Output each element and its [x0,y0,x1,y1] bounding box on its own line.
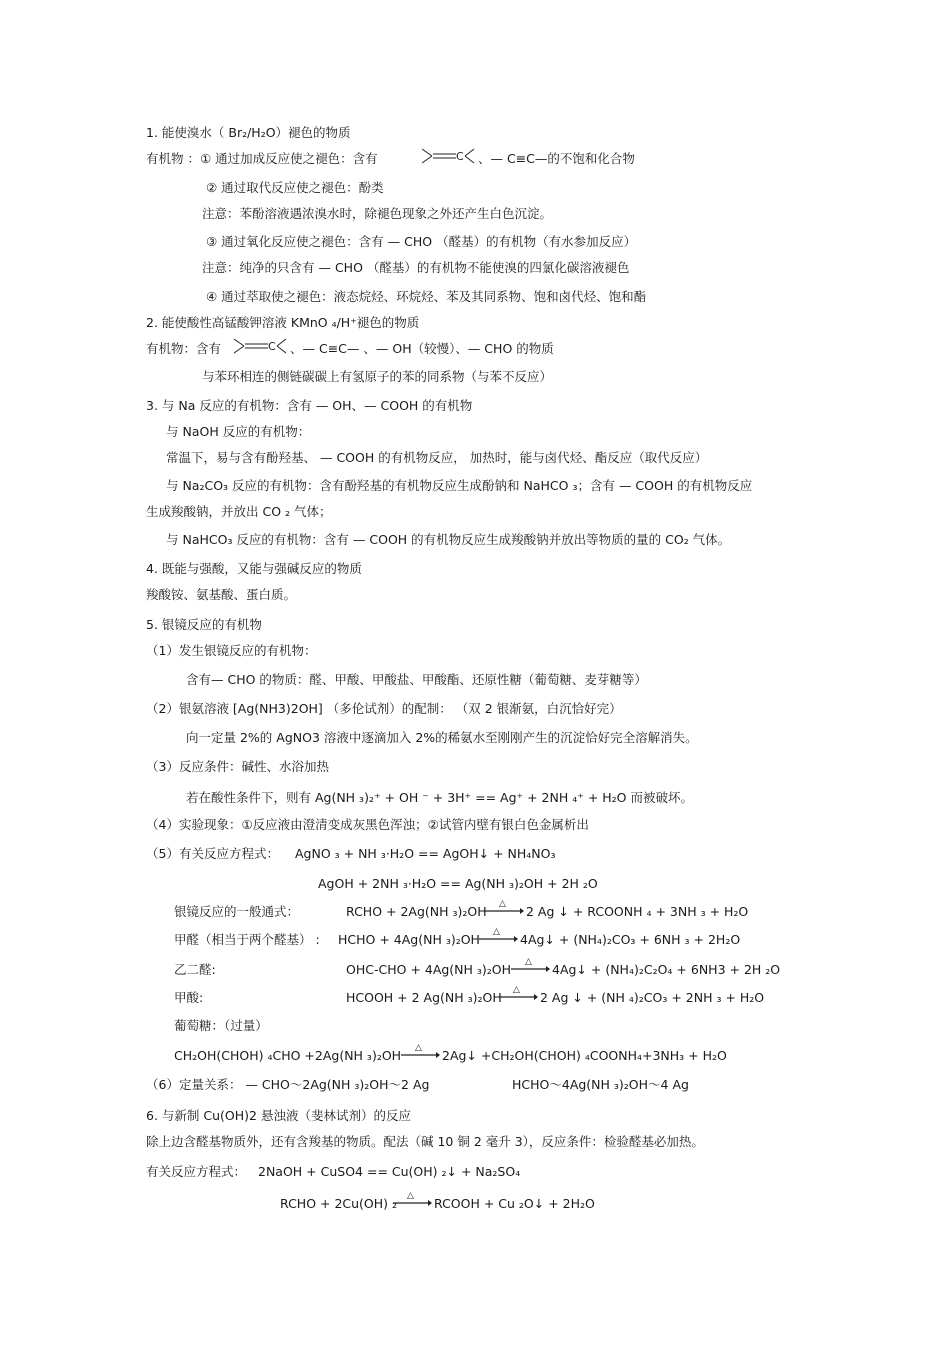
s5-item-1: （1）发生银镜反应的有机物： [146,643,317,658]
s5-glucose-left: CH₂OH(CHOH) ₄CHO +2Ag(NH ₃)₂OH [174,1048,402,1063]
s5-equation-2: AgOH + 2NH ₃·H₂O == Ag(NH ₃)₂OH + 2H ₂O [318,876,598,891]
heat-arrow-icon [498,984,538,998]
section-6-title: 6. 与新制 Cu(OH)2 悬浊液（斐林试剂）的反应 [146,1108,411,1123]
alkene-structure-icon-2 [232,336,288,356]
s1-note-1: 注意：苯酚溶液遇浓溴水时，除褪色现象之外还产生白色沉淀。 [202,206,553,221]
s5-item-5: （5）有关反应方程式： [146,846,279,861]
s5-equation-1: AgNO ₃ + NH ₃·H₂O == AgOH↓ + NH₄NO₃ [295,846,556,861]
svg-text:C: C [268,340,276,353]
heat-arrow-icon [392,1190,432,1204]
s1-item-4: ④ 通过萃取使之褪色：液态烷烃、环烷烃、苯及其同系物、饱和卤代烃、饱和酯 [206,289,647,304]
heat-arrow-icon [510,956,550,970]
s3-naoh: 与 NaOH 反应的有机物： [166,424,311,439]
s4-body: 羧酸铵、氨基酸、蛋白质。 [146,587,297,602]
svg-text:C: C [456,150,464,163]
s6-equation-1: 2NaOH + CuSO4 == Cu(OH) ₂↓ + Na₂SO₄ [258,1164,521,1179]
s5-hcho-label: 甲醛（相当于两个醛基） : [174,932,320,947]
s5-general-left: RCHO + 2Ag(NH ₃)₂OH [346,904,487,919]
s5-item-6a: （6）定量关系： — CHO～2Ag(NH ₃)₂OH～2 Ag [146,1077,430,1092]
heat-symbol: △ [415,1043,422,1053]
s5-item-4: （4）实验现象：①反应液由澄清变成灰黑色浑浊；②试管内壁有银白色金属析出 [146,817,589,832]
s5-item-2: （2）银氨溶液 [Ag(NH3)2OH] （多伦试剂）的配制： （双 2 银渐氨，白沉恰好完） [146,701,622,716]
s6-body: 除上边含醛基物质外，还有含羧基的物质。配法（碱 10 铜 2 毫升 3），反应条件：检验醛基必加热。 [146,1134,704,1149]
heat-symbol: △ [407,1191,414,1201]
s6-equation-2-left: RCHO + 2Cu(OH) ₂ [280,1196,398,1211]
s5-item-3b: 若在酸性条件下，则有 Ag(NH ₃)₂⁺ + OH ⁻ + 3H⁺ == Ag⁺ + 2NH ₄⁺ + H₂O 而被破坏。 [186,790,693,805]
s5-hcho-right: 4Ag↓ + (NH₄)₂CO₃ + 6NH ₃ + 2H₂O [520,932,741,947]
alkene-structure-icon [420,146,476,166]
section-2-title: 2. 能使酸性高锰酸钾溶液 KMnO ₄/H⁺褪色的物质 [146,315,420,330]
s5-glucose-right: 2Ag↓ +CH₂OH(CHOH) ₄COONH₄+3NH₃ + H₂O [442,1048,727,1063]
s6-equation-label: 有关反应方程式： [146,1164,247,1179]
s5-hcho-left: HCHO + 4Ag(NH ₃)₂OH [338,932,480,947]
s5-item-6b: HCHO～4Ag(NH ₃)₂OH～4 Ag [512,1077,689,1092]
s1-note-2: 注意：纯净的只含有 — CHO （醛基）的有机物不能使溴的四氯化碳溶液褪色 [202,260,630,275]
s5-general-right: 2 Ag ↓ + RCOONH ₄ + 3NH ₃ + H₂O [526,904,749,919]
s1-item-2: ② 通过取代反应使之褪色：酚类 [206,180,384,195]
s1-item-3: ③ 通过氧化反应使之褪色：含有 — CHO （醛基）的有机物（有水参加反应） [206,234,637,249]
section-5-title: 5. 银镜反应的有机物 [146,617,262,632]
s5-glucose-label: 葡萄糖：（过量） [174,1018,268,1033]
s5-item-1b: 含有— CHO 的物质：醛、甲酸、甲酸盐、甲酸酯、还原性糖（葡萄糖、麦芽糖等） [186,672,647,687]
heat-symbol: △ [499,899,506,909]
s3-na2co3: 与 Na₂CO₃ 反应的有机物：含有酚羟基的有机物反应生成酚钠和 NaHCO ₃；含有 — COOH 的有机物反应 [166,478,753,493]
section-1-title: 1. 能使溴水（ Br₂/H₂O）褪色的物质 [146,125,351,140]
heat-symbol: △ [525,957,532,967]
heat-symbol: △ [513,985,520,995]
s5-general-label: 银镜反应的一般通式： [174,904,300,919]
s2-line-2: 与苯环相连的侧链碳碳上有氢原子的苯的同系物（与苯不反应） [202,369,553,384]
heat-arrow-icon [478,926,518,940]
s6-equation-2-right: RCOOH + Cu ₂O↓ + 2H₂O [434,1196,595,1211]
s5-glyoxal-right: 4Ag↓ + (NH₄)₂C₂O₄ + 6NH3 + 2H ₂O [552,962,781,977]
s3-na2co3-cont: 生成羧酸钠，并放出 CO ₂ 气体； [146,504,332,519]
s5-glyoxal-left: OHC-CHO + 4Ag(NH ₃)₂OH [346,962,512,977]
heat-arrow-icon [484,898,524,912]
s3-normal-temp: 常温下，易与含有酚羟基、 — COOH 的有机物反应， 加热时，能与卤代烃、酯反应（取代反应） [166,450,708,465]
s5-glyoxal-label: 乙二醛: [174,962,216,977]
s5-formic-label: 甲酸: [174,990,204,1005]
s5-formic-left: HCOOH + 2 Ag(NH ₃)₂OH [346,990,502,1005]
s3-nahco3: 与 NaHCO₃ 反应的有机物：含有 — COOH 的有机物反应生成羧酸钠并放出等物质的量的 CO₂ 气体。 [166,532,731,547]
s2-organic-line-b: 、— C≡C— 、— OH（较慢）、— CHO 的物质 [290,341,554,356]
section-3-title: 3. 与 Na 反应的有机物：含有 — OH、— COOH 的有机物 [146,398,473,413]
heat-symbol: △ [493,927,500,937]
s5-item-3: （3）反应条件：碱性、水浴加热 [146,759,329,774]
s5-item-2b: 向一定量 2%的 AgNO3 溶液中逐滴加入 2%的稀氨水至刚刚产生的沉淀恰好完全溶解消失。 [186,730,698,745]
section-4-title: 4. 既能与强酸，又能与强碱反应的物质 [146,561,362,576]
s1-organic-line-b: 、— C≡C—的不饱和化合物 [478,151,635,166]
s2-organic-line-a: 有机物：含有 [146,341,222,356]
s5-formic-right: 2 Ag ↓ + (NH ₄)₂CO₃ + 2NH ₃ + H₂O [540,990,765,1005]
s1-organic-line-a: 有机物 ：① 通过加成反应使之褪色：含有 [146,151,378,166]
heat-arrow-icon [400,1042,440,1056]
